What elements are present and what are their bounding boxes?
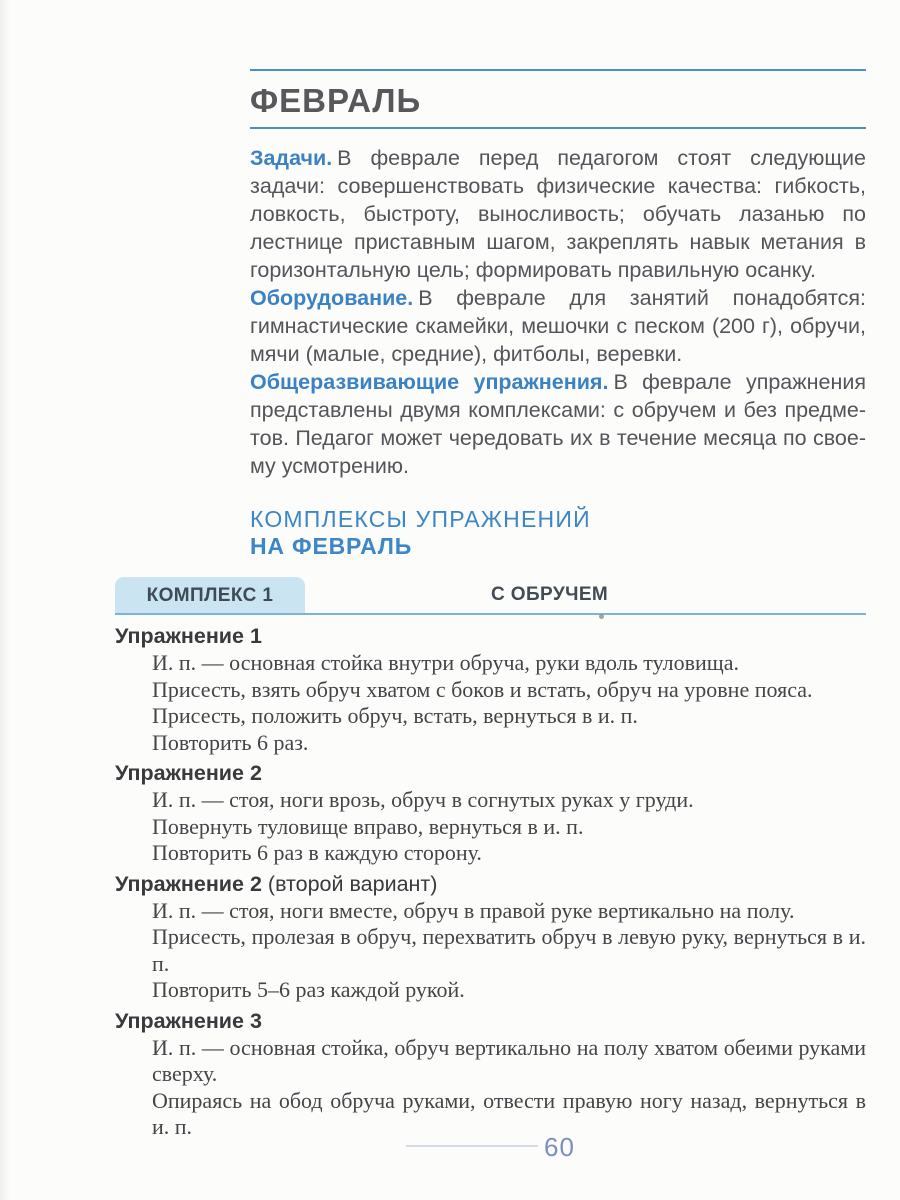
scan-speck: [599, 614, 604, 619]
exercise-title: [115, 760, 866, 787]
exercise-title: [115, 1008, 866, 1035]
exercise-block-1: [115, 623, 866, 756]
exercise-step: Присесть, пролезая в обруч, перехватить обруч в левую руку, вернуться в и. п.: [152, 924, 866, 976]
complex-tab-bar: [115, 577, 866, 615]
exercise-step: Повторить 6 раз в каждую сторону.: [152, 840, 482, 865]
page-footer: [115, 1132, 866, 1163]
exercise-step: Повторить 5–6 раз каждой рукой.: [152, 977, 465, 1002]
exercise-title: [115, 623, 866, 650]
exercise-title-text: Упражнение 3: [115, 1008, 262, 1033]
intro-section: [250, 144, 866, 480]
section-heading-line2: НА ФЕВРАЛЬ: [250, 533, 413, 559]
paragraph-lead: Общеразвивающие упражнения.: [250, 370, 609, 394]
paragraph-lead: Оборудование.: [250, 286, 414, 310]
exercises-section: [115, 623, 866, 1141]
section-heading: [250, 506, 866, 560]
exercise-step: Присесть, положить обруч, встать, вернуться в и. п.: [152, 703, 638, 728]
exercise-step: И. п. — стоя, ноги врозь, обруч в согнутых руках у груди.: [152, 787, 694, 812]
exercise-block-3: [115, 1008, 866, 1141]
exercise-title-note: (второй вариант): [267, 871, 438, 896]
exercise-step: Опираясь на обод обруча руками, отвести правую ногу назад, вернуться в и. п.: [152, 1087, 866, 1139]
exercise-title-text: Упражнение 2: [115, 761, 262, 785]
exercise-step: И. п. — основная стойка, обруч вертикально на полу хватом обеими руками сверху.: [152, 1034, 866, 1086]
paragraph-lead: Задачи.: [250, 146, 333, 170]
paragraph-text: В феврале упражнения представлены двумя комплексами: с обручем и без предметов. Педагог может чередовать их в течение месяца по своему усмотрению.: [250, 370, 866, 478]
exercise-title: [115, 871, 866, 898]
exercise-step: Присесть, взять обруч хватом с боков и встать, обруч на уровне пояса.: [152, 676, 813, 702]
tab-subtitle: С ОБРУЧЕМ: [491, 584, 609, 605]
exercise-step: Повернуть туловище вправо, вернуться в и. п.: [152, 813, 584, 839]
exercise-block-2-variant: [115, 871, 866, 1004]
header-rule-top: [250, 69, 866, 71]
exercise-block-2: [115, 760, 866, 867]
exercise-step: И. п. — стоя, ноги вместе, обруч в правой руке вертикально на полу.: [152, 897, 795, 923]
header-rule-bottom: [250, 127, 866, 129]
paragraph-text: В феврале перед педагогом стоят следующие задачи: совершенствовать физические качества: гибкость, ловкость, быстроту, выносливость; обучать лазанью по лестнице приставным шагом, закреплять навык метания в горизонтальную цель; формировать правильную осанку.: [250, 146, 866, 282]
paragraph-general-exercises: [250, 368, 866, 480]
paragraph-text: В феврале для занятий понадобятся: гимнастические скамейки, мешочки с песком (200 г), обручи, мячи (малые, средние), фитболы, веревки.: [250, 286, 866, 366]
exercise-step: И. п. — основная стойка внутри обруча, руки вдоль туловища.: [152, 650, 739, 675]
footer-rule: [406, 1145, 538, 1147]
paragraph-equipment: [250, 284, 866, 368]
page-number: 60: [544, 1132, 575, 1162]
exercise-step: Повторить 6 раз.: [152, 729, 309, 755]
paragraph-tasks: [250, 144, 866, 284]
page-title: ФЕВРАЛЬ: [250, 82, 422, 119]
tab-komplex-1: КОМПЛЕКС 1: [115, 577, 305, 613]
exercise-title-text: Упражнение 1: [115, 624, 262, 648]
section-heading-line1: КОМПЛЕКСЫ УПРАЖНЕНИЙ: [250, 506, 591, 532]
exercise-title-text: Упражнение 2: [115, 871, 262, 896]
